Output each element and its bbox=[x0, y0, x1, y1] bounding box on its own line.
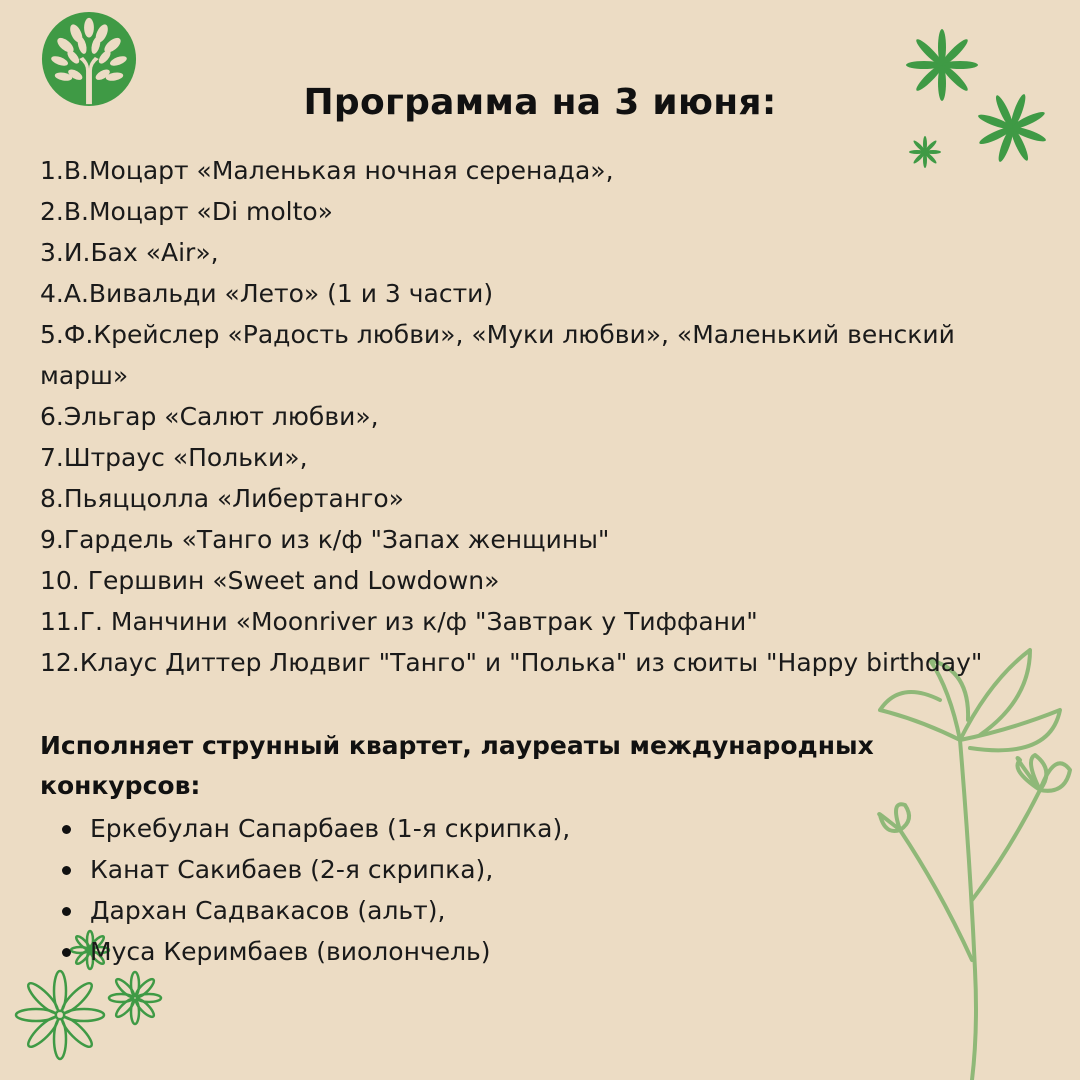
program-item: 2.В.Моцарт «Di molto» bbox=[40, 197, 333, 226]
performers-heading: Исполняет струнный квартет, лауреаты международных конкурсов: bbox=[40, 731, 874, 800]
program-item: 4.А.Вивальди «Лето» (1 и 3 части) bbox=[40, 279, 494, 308]
program-item: 8.Пьяццолла «Либертанго» bbox=[40, 484, 404, 513]
performers-list bbox=[40, 808, 740, 972]
program-item: 6.Эльгар «Салют любви», bbox=[40, 402, 379, 431]
program-item: 10. Гершвин «Sweet and Lowdown» bbox=[40, 566, 500, 595]
program-item: 11.Г. Манчини «Moonriver из к/ф "Завтрак у Тиффани" bbox=[40, 607, 758, 636]
performer-item: Муса Керимбаев (виолончель) bbox=[40, 931, 740, 972]
line-flower-icon bbox=[860, 640, 1080, 1080]
page-title: Программа на 3 июня: bbox=[303, 82, 777, 123]
program-item: 9.Гардель «Танго из к/ф "Запах женщины" bbox=[40, 525, 610, 554]
program-item: 3.И.Бах «Air», bbox=[40, 238, 219, 267]
program-list bbox=[40, 150, 1030, 683]
performer-item: Еркебулан Сапарбаев (1-я скрипка), bbox=[40, 808, 740, 849]
performer-item: Дархан Садвакасов (альт), bbox=[40, 890, 740, 931]
program-item: 7.Штраус «Польки», bbox=[40, 443, 308, 472]
program-item: 5.Ф.Крейслер «Радость любви», «Муки любви», «Маленький венский марш» bbox=[40, 320, 955, 390]
program-item: 1.В.Моцарт «Маленькая ночная серенада», bbox=[40, 156, 614, 185]
program-item: 12.Клаус Диттер Людвиг "Танго" и "Полька" из сюиты "Happy birthday" bbox=[40, 648, 983, 677]
performer-item: Канат Сакибаев (2-я скрипка), bbox=[40, 849, 740, 890]
